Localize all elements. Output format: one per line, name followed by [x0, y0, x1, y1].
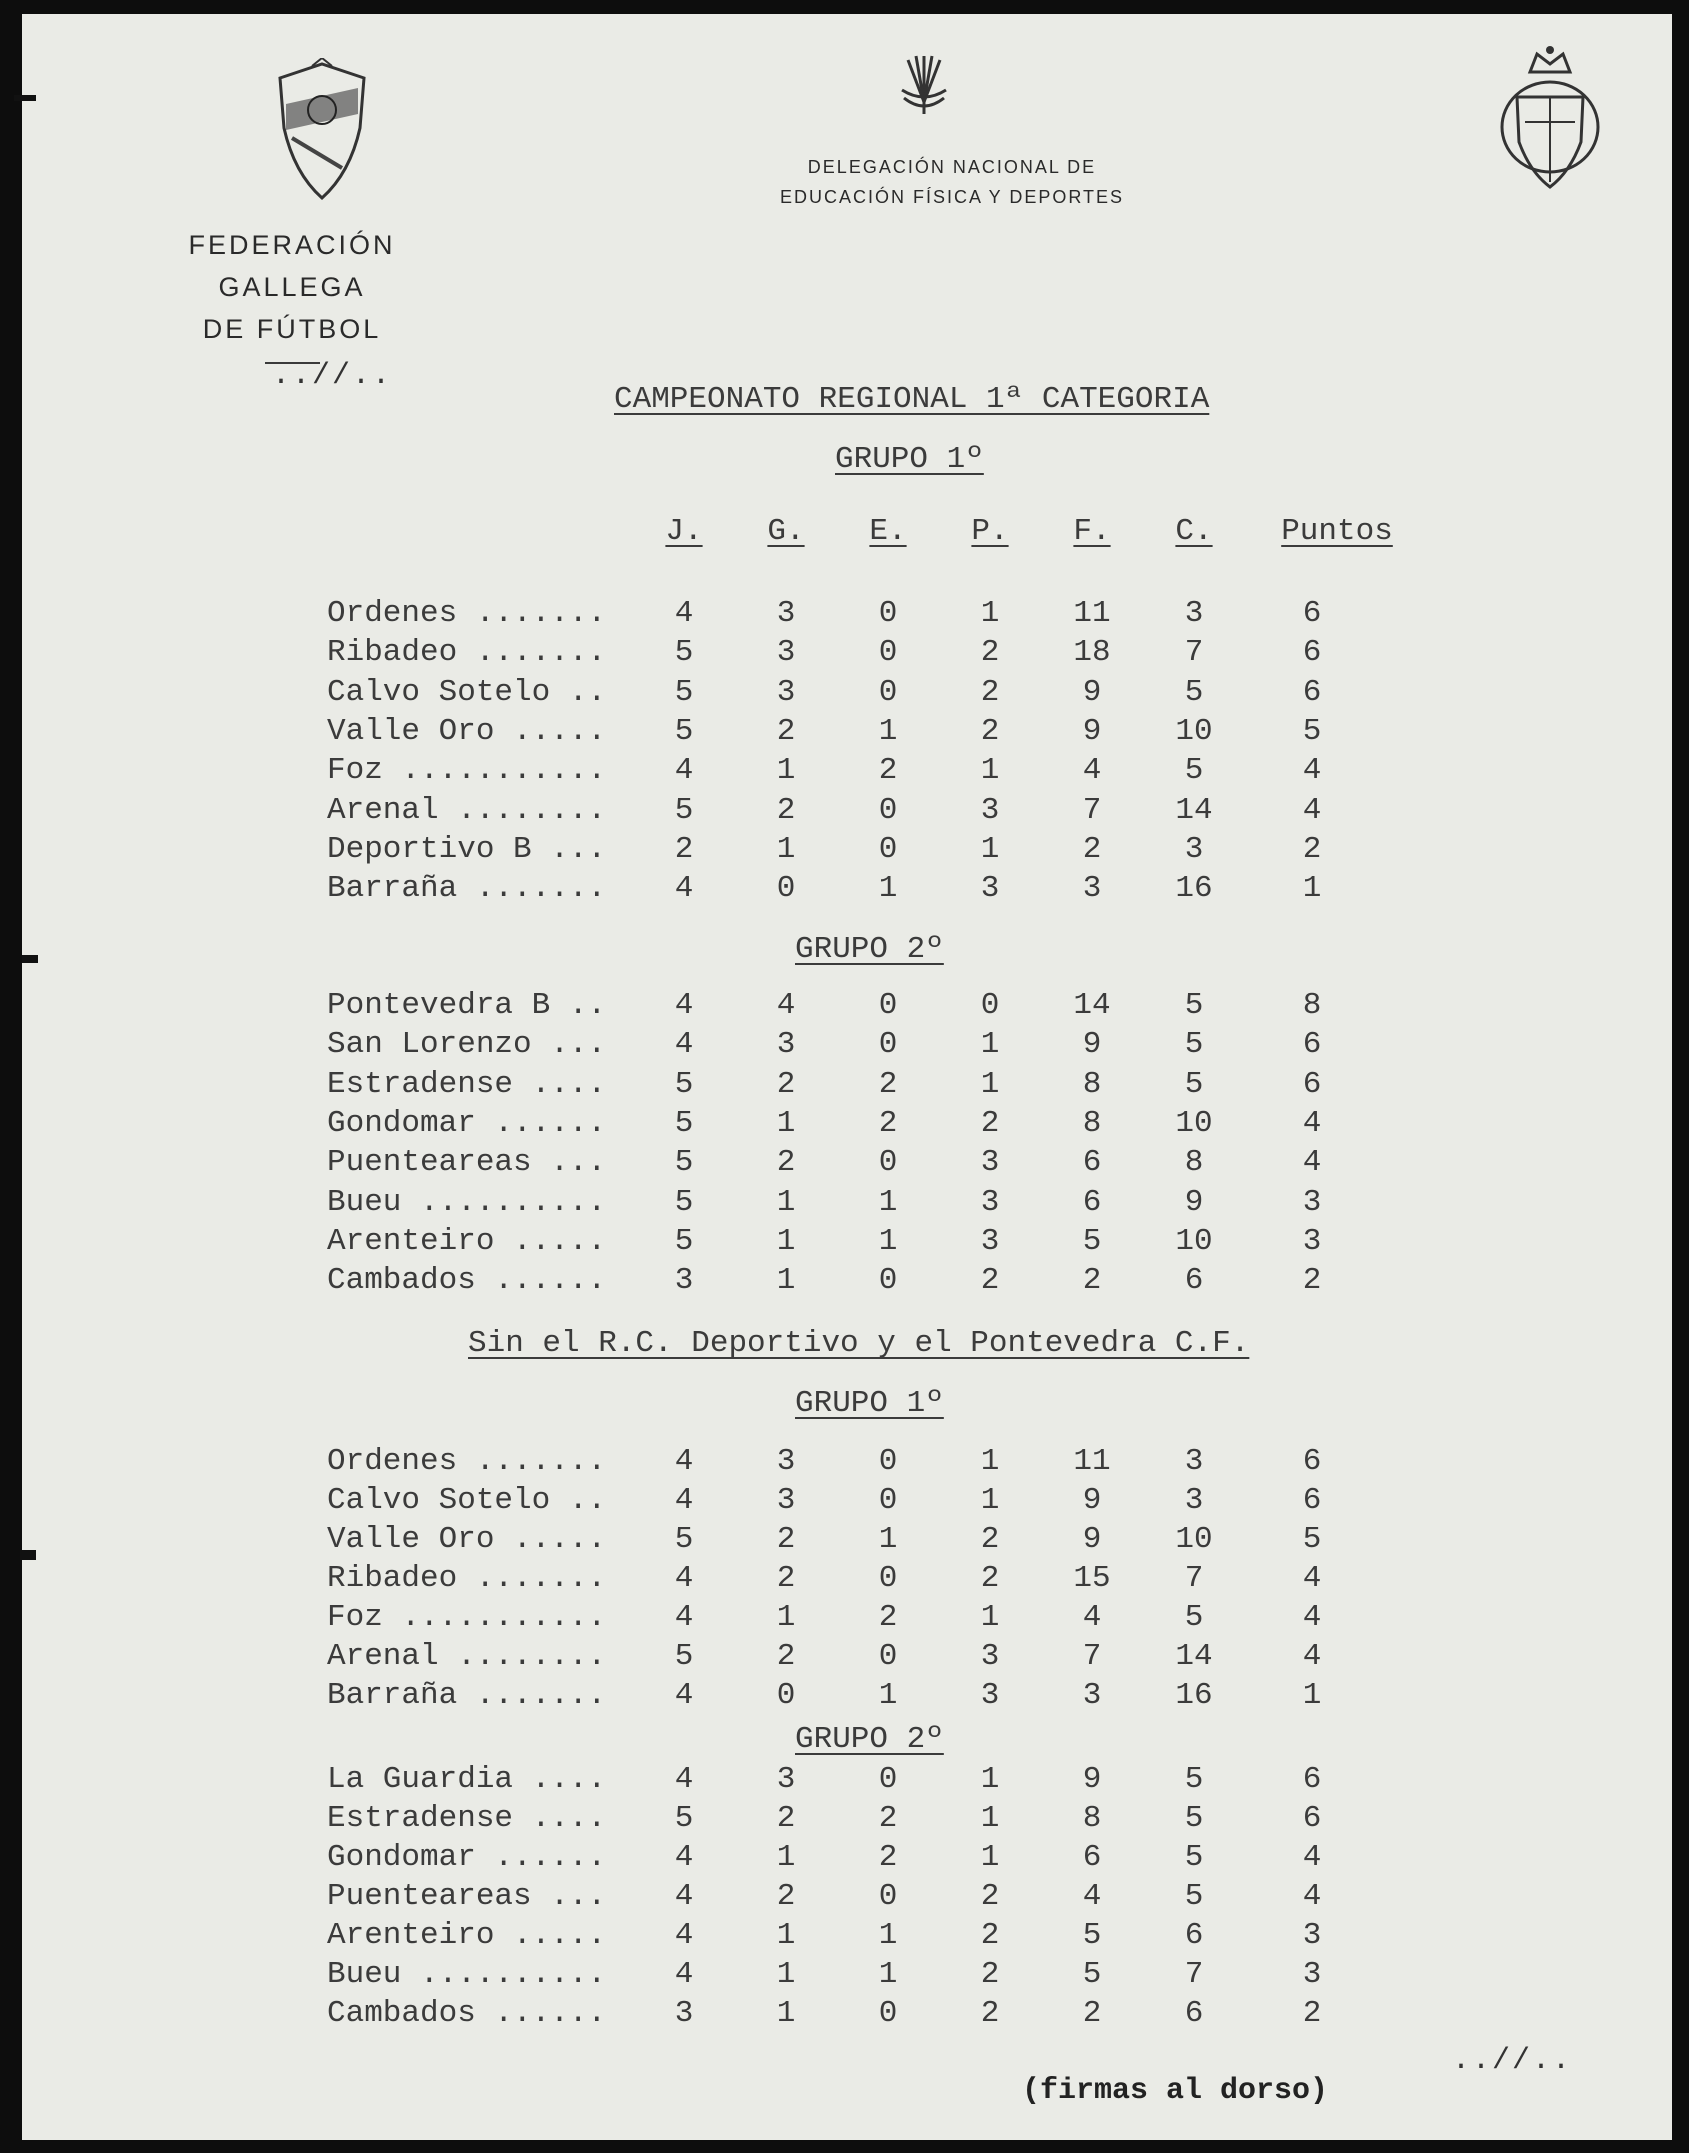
stat-cell: 1 [980, 1600, 1000, 1635]
stat-cell: 2 [878, 1066, 898, 1102]
federation-name-line2: DE FÚTBOL [202, 314, 382, 344]
stat-cell: 6 [1302, 635, 1322, 671]
stat-cell: 7 [1082, 792, 1102, 828]
team-name: Pontevedra B .. [327, 988, 607, 1023]
stat-cell: 5 [674, 1105, 694, 1141]
column-header-puntos: Puntos [1281, 514, 1393, 549]
table-row [22, 1263, 1672, 1301]
column-header-f: F. [1073, 514, 1111, 549]
stat-cell: 5 [1184, 674, 1204, 710]
stat-cell: 3 [776, 596, 796, 631]
stat-cell: 1 [878, 1678, 898, 1713]
team-name: Ribadeo ....... [327, 635, 607, 671]
stat-cell: 4 [674, 753, 694, 789]
stat-cell: 1 [776, 753, 796, 789]
stat-cell: 4 [1302, 1840, 1322, 1875]
stat-cell: 5 [1302, 713, 1322, 749]
table-row [22, 635, 1672, 673]
binding-mark [20, 1550, 36, 1560]
table-row [22, 1678, 1672, 1716]
stat-cell: 2 [878, 1105, 898, 1141]
column-header-p: P. [971, 514, 1009, 549]
stat-cell: 18 [1073, 635, 1111, 671]
table-row [22, 832, 1672, 870]
team-name: Barraña ....... [327, 871, 607, 907]
stat-cell: 1 [878, 871, 898, 907]
stat-cell: 3 [980, 1223, 1000, 1259]
stat-cell: 1 [776, 1957, 796, 1992]
stat-cell: 0 [878, 674, 898, 710]
stat-cell: 2 [674, 831, 694, 867]
stat-cell: 6 [1302, 1762, 1322, 1797]
stat-cell: 7 [1184, 635, 1204, 671]
stat-cell: 4 [1302, 792, 1322, 828]
stat-cell: 4 [674, 1678, 694, 1713]
stat-cell: 6 [1302, 596, 1322, 631]
column-header-g: G. [767, 514, 805, 549]
stat-cell: 0 [878, 1027, 898, 1063]
stat-cell: 4 [674, 1444, 694, 1479]
stat-cell: 9 [1082, 1483, 1102, 1518]
stat-cell: 4 [1082, 1879, 1102, 1914]
stat-cell: 6 [1082, 1145, 1102, 1181]
stat-cell: 4 [1302, 1561, 1322, 1596]
stat-cell: 5 [1184, 1879, 1204, 1914]
stat-cell: 1 [776, 831, 796, 867]
page-reference-top: ..//.. [272, 359, 393, 393]
stat-cell: 9 [1184, 1184, 1204, 1220]
stat-cell: 3 [1184, 596, 1204, 631]
table-row [22, 1996, 1672, 2034]
table-row [22, 1185, 1672, 1223]
stat-cell: 2 [878, 753, 898, 789]
stat-cell: 10 [1175, 713, 1213, 749]
stat-cell: 6 [1184, 1918, 1204, 1953]
table-row [22, 1106, 1672, 1144]
team-name: Ribadeo ....... [327, 1561, 607, 1596]
federation-shield-logo [272, 58, 372, 208]
stat-cell: 2 [980, 1561, 1000, 1596]
stat-cell: 2 [980, 1522, 1000, 1557]
document-title: CAMPEONATO REGIONAL 1ª CATEGORIA [614, 382, 1210, 417]
stat-cell: 2 [878, 1840, 898, 1875]
table-row [22, 1027, 1672, 1065]
stat-cell: 0 [878, 1639, 898, 1674]
federation-name-line1: FEDERACIÓN GALLEGA [188, 230, 396, 302]
stat-cell: 1 [776, 1105, 796, 1141]
stat-cell: 1 [980, 1066, 1000, 1102]
stat-cell: 8 [1082, 1801, 1102, 1836]
stat-cell: 6 [1302, 1483, 1322, 1518]
stat-cell: 5 [674, 1801, 694, 1836]
stat-cell: 1 [776, 1223, 796, 1259]
stat-cell: 3 [1302, 1957, 1322, 1992]
team-name: Arenteiro ..... [327, 1918, 607, 1953]
stat-cell: 6 [1302, 1801, 1322, 1836]
table-row [22, 1145, 1672, 1183]
stat-cell: 4 [674, 596, 694, 631]
stat-cell: 5 [674, 1639, 694, 1674]
table-row [22, 1639, 1672, 1677]
stat-cell: 3 [980, 1145, 1000, 1181]
stat-cell: 2 [878, 1801, 898, 1836]
stat-cell: 2 [980, 1996, 1000, 2031]
stat-cell: 4 [1082, 753, 1102, 789]
stat-cell: 4 [1082, 1600, 1102, 1635]
stat-cell: 0 [878, 1762, 898, 1797]
stat-cell: 5 [674, 1066, 694, 1102]
stat-cell: 2 [1082, 1996, 1102, 2031]
column-header-e: E. [869, 514, 907, 549]
stat-cell: 1 [980, 753, 1000, 789]
team-name: Calvo Sotelo .. [327, 1483, 607, 1518]
team-name: Ordenes ....... [327, 596, 607, 631]
stat-cell: 6 [1184, 1263, 1204, 1299]
stat-cell: 4 [1302, 753, 1322, 789]
stat-cell: 3 [1082, 1678, 1102, 1713]
team-name: San Lorenzo ... [327, 1027, 607, 1063]
stat-cell: 4 [674, 1600, 694, 1635]
stat-cell: 2 [1082, 831, 1102, 867]
section1-group2-title: GRUPO 2º [795, 932, 944, 967]
stat-cell: 4 [1302, 1105, 1322, 1141]
team-name: Puenteareas ... [327, 1145, 607, 1181]
stat-cell: 2 [878, 1600, 898, 1635]
stat-cell: 5 [674, 713, 694, 749]
stat-cell: 5 [1082, 1223, 1102, 1259]
section1-group1-title: GRUPO 1º [835, 442, 984, 477]
stat-cell: 0 [776, 871, 796, 907]
stat-cell: 0 [878, 1996, 898, 2031]
stat-cell: 8 [1082, 1105, 1102, 1141]
stat-cell: 2 [1302, 1996, 1322, 2031]
stat-cell: 16 [1175, 1678, 1213, 1713]
stat-cell: 3 [1302, 1184, 1322, 1220]
team-name: Foz ........... [327, 753, 607, 789]
stat-cell: 4 [1302, 1145, 1322, 1181]
team-name: Puenteareas ... [327, 1879, 607, 1914]
column-header-c: C. [1175, 514, 1213, 549]
stat-cell: 4 [674, 1027, 694, 1063]
stat-cell: 14 [1073, 988, 1111, 1023]
stat-cell: 2 [980, 1105, 1000, 1141]
delegation-name-line1: DELEGACIÓN NACIONAL DE [807, 157, 1097, 177]
stat-cell: 1 [1302, 1678, 1322, 1713]
stat-cell: 4 [1302, 1600, 1322, 1635]
stat-cell: 2 [776, 1066, 796, 1102]
stat-cell: 0 [776, 1678, 796, 1713]
stat-cell: 6 [1082, 1184, 1102, 1220]
stat-cell: 9 [1082, 1522, 1102, 1557]
stat-cell: 0 [878, 1483, 898, 1518]
stat-cell: 5 [674, 1184, 694, 1220]
stat-cell: 1 [878, 1223, 898, 1259]
stat-cell: 2 [980, 674, 1000, 710]
stat-cell: 1 [776, 1996, 796, 2031]
stat-cell: 4 [674, 1561, 694, 1596]
stat-cell: 10 [1175, 1522, 1213, 1557]
stat-cell: 16 [1175, 871, 1213, 907]
stat-cell: 2 [980, 635, 1000, 671]
stat-cell: 2 [980, 1879, 1000, 1914]
stat-cell: 4 [1302, 1639, 1322, 1674]
stat-cell: 1 [776, 1600, 796, 1635]
stat-cell: 3 [776, 1762, 796, 1797]
stat-cell: 9 [1082, 1027, 1102, 1063]
table-row [22, 1600, 1672, 1638]
stat-cell: 5 [674, 1145, 694, 1181]
stat-cell: 8 [1302, 988, 1322, 1023]
table-row [22, 753, 1672, 791]
stat-cell: 4 [674, 1918, 694, 1953]
stat-cell: 4 [674, 1840, 694, 1875]
stat-cell: 2 [776, 713, 796, 749]
team-name: Foz ........... [327, 1600, 607, 1635]
table-row [22, 596, 1672, 634]
stat-cell: 3 [776, 1027, 796, 1063]
stat-cell: 11 [1073, 596, 1111, 631]
stat-cell: 1 [776, 1840, 796, 1875]
team-name: Cambados ...... [327, 1996, 607, 2031]
stat-cell: 1 [980, 1444, 1000, 1479]
stat-cell: 5 [1184, 1066, 1204, 1102]
stat-cell: 6 [1184, 1996, 1204, 2031]
stat-cell: 1 [980, 1762, 1000, 1797]
stat-cell: 10 [1175, 1105, 1213, 1141]
stat-cell: 3 [1184, 1444, 1204, 1479]
team-name: Ordenes ....... [327, 1444, 607, 1479]
column-header-j: J. [665, 514, 703, 549]
team-name: Valle Oro ..... [327, 1522, 607, 1557]
stat-cell: 14 [1175, 792, 1213, 828]
stat-cell: 4 [674, 1879, 694, 1914]
table-row [22, 1762, 1672, 1800]
delegation-emblem-icon [894, 52, 954, 132]
stat-cell: 3 [980, 1639, 1000, 1674]
stat-cell: 3 [776, 1444, 796, 1479]
stat-cell: 5 [1082, 1918, 1102, 1953]
stat-cell: 4 [674, 1762, 694, 1797]
stat-cell: 4 [776, 988, 796, 1023]
stat-cell: 5 [1184, 988, 1204, 1023]
team-name: Deportivo B ... [327, 831, 607, 867]
table-row [22, 1918, 1672, 1956]
stat-cell: 0 [878, 635, 898, 671]
stat-cell: 1 [980, 831, 1000, 867]
table-row [22, 988, 1672, 1026]
stat-cell: 2 [980, 1263, 1000, 1299]
stat-cell: 1 [980, 1027, 1000, 1063]
stat-cell: 7 [1184, 1561, 1204, 1596]
table-row [22, 1522, 1672, 1560]
table-row [22, 1957, 1672, 1995]
stat-cell: 3 [1302, 1918, 1322, 1953]
stat-cell: 0 [878, 1444, 898, 1479]
delegation-name-line2: EDUCACIÓN FÍSICA Y DEPORTES [779, 187, 1125, 207]
stat-cell: 9 [1082, 713, 1102, 749]
team-name: Bueu .......... [327, 1957, 607, 1992]
stat-cell: 4 [1302, 1879, 1322, 1914]
stat-cell: 0 [878, 596, 898, 631]
stat-cell: 2 [1302, 831, 1322, 867]
stat-cell: 2 [1302, 1263, 1322, 1299]
stat-cell: 3 [776, 1483, 796, 1518]
stat-cell: 5 [1184, 753, 1204, 789]
table-row [22, 1483, 1672, 1521]
stat-cell: 3 [980, 1184, 1000, 1220]
stat-cell: 0 [878, 1879, 898, 1914]
team-name: Arenal ........ [327, 792, 607, 828]
stat-cell: 2 [980, 713, 1000, 749]
stat-cell: 3 [1302, 1223, 1322, 1259]
stat-cell: 4 [674, 1483, 694, 1518]
stat-cell: 6 [1302, 674, 1322, 710]
team-name: Arenal ........ [327, 1639, 607, 1674]
table-row [22, 793, 1672, 831]
stat-cell: 2 [980, 1918, 1000, 1953]
stat-cell: 6 [1082, 1840, 1102, 1875]
table-row [22, 1801, 1672, 1839]
delegation-header [722, 152, 1182, 212]
stat-cell: 11 [1073, 1444, 1111, 1479]
stat-cell: 14 [1175, 1639, 1213, 1674]
stat-cell: 1 [776, 1918, 796, 1953]
table-row [22, 1444, 1672, 1482]
stat-cell: 9 [1082, 1762, 1102, 1797]
stat-cell: 3 [776, 635, 796, 671]
table-row [22, 1840, 1672, 1878]
team-name: Estradense .... [327, 1066, 607, 1102]
team-name: Gondomar ...... [327, 1840, 607, 1875]
team-name: Arenteiro ..... [327, 1223, 607, 1259]
stat-cell: 1 [980, 596, 1000, 631]
table-row [22, 1561, 1672, 1599]
federation-header [122, 224, 462, 364]
stat-cell: 0 [878, 988, 898, 1023]
table-row [22, 675, 1672, 713]
stat-cell: 6 [1302, 1066, 1322, 1102]
stat-cell: 3 [1184, 831, 1204, 867]
stat-cell: 3 [674, 1996, 694, 2031]
team-name: Cambados ...... [327, 1263, 607, 1299]
stat-cell: 10 [1175, 1223, 1213, 1259]
stat-cell: 3 [776, 674, 796, 710]
signatures-note: (firmas al dorso) [1022, 2074, 1329, 2108]
team-name: Barraña ....... [327, 1678, 607, 1713]
stat-cell: 5 [674, 674, 694, 710]
binding-mark [14, 95, 36, 101]
stat-cell: 5 [1184, 1600, 1204, 1635]
stat-cell: 6 [1302, 1444, 1322, 1479]
stat-cell: 2 [980, 1957, 1000, 1992]
team-name: Calvo Sotelo .. [327, 674, 607, 710]
stat-cell: 5 [1184, 1027, 1204, 1063]
rfef-crown-shield-logo [1495, 42, 1605, 202]
stat-cell: 1 [878, 1184, 898, 1220]
stat-cell: 6 [1302, 1027, 1322, 1063]
stat-cell: 1 [878, 1522, 898, 1557]
stat-cell: 5 [1184, 1840, 1204, 1875]
stat-cell: 5 [674, 792, 694, 828]
stat-cell: 3 [1082, 871, 1102, 907]
table-row [22, 871, 1672, 909]
stat-cell: 2 [776, 1561, 796, 1596]
stat-cell: 5 [1302, 1522, 1322, 1557]
stat-cell: 3 [980, 871, 1000, 907]
stat-cell: 1 [878, 1957, 898, 1992]
stat-cell: 0 [878, 1561, 898, 1596]
table-row [22, 1224, 1672, 1262]
team-name: Valle Oro ..... [327, 713, 607, 749]
stat-cell: 9 [1082, 674, 1102, 710]
stat-cell: 5 [674, 1522, 694, 1557]
team-name: Gondomar ...... [327, 1105, 607, 1141]
stat-cell: 0 [878, 1145, 898, 1181]
stat-cell: 8 [1184, 1145, 1204, 1181]
section2-group1-title: GRUPO 1º [795, 1386, 944, 1421]
team-name: Bueu .......... [327, 1184, 607, 1220]
stat-cell: 7 [1184, 1957, 1204, 1992]
stat-cell: 3 [980, 1678, 1000, 1713]
stat-cell: 3 [1184, 1483, 1204, 1518]
stat-cell: 3 [674, 1263, 694, 1299]
section2-subtitle: Sin el R.C. Deportivo y el Pontevedra C.F. [468, 1326, 1250, 1361]
stat-cell: 0 [980, 988, 1000, 1023]
table-row [22, 1879, 1672, 1917]
stat-cell: 2 [776, 1801, 796, 1836]
stat-cell: 1 [1302, 871, 1322, 907]
team-name: La Guardia .... [327, 1762, 607, 1797]
stat-cell: 2 [776, 1639, 796, 1674]
stat-cell: 2 [776, 1522, 796, 1557]
stat-cell: 15 [1073, 1561, 1111, 1596]
stat-cell: 1 [878, 713, 898, 749]
document-page [22, 14, 1672, 2140]
stat-cell: 8 [1082, 1066, 1102, 1102]
stat-cell: 1 [776, 1184, 796, 1220]
table-row [22, 1067, 1672, 1105]
table-row [22, 714, 1672, 752]
stat-cell: 5 [1184, 1801, 1204, 1836]
stat-cell: 1 [776, 1263, 796, 1299]
stat-cell: 5 [674, 635, 694, 671]
stat-cell: 1 [980, 1483, 1000, 1518]
binding-mark [22, 955, 38, 963]
stat-cell: 1 [980, 1801, 1000, 1836]
stat-cell: 5 [1082, 1957, 1102, 1992]
stat-cell: 2 [776, 1145, 796, 1181]
team-name: Estradense .... [327, 1801, 607, 1836]
stat-cell: 4 [674, 871, 694, 907]
section2-group2-title: GRUPO 2º [795, 1722, 944, 1757]
page-reference-bottom: ..//.. [1452, 2044, 1573, 2078]
stat-cell: 2 [776, 792, 796, 828]
stat-cell: 0 [878, 792, 898, 828]
stat-cell: 1 [878, 1918, 898, 1953]
stat-cell: 2 [1082, 1263, 1102, 1299]
stat-cell: 5 [1184, 1762, 1204, 1797]
stat-cell: 0 [878, 1263, 898, 1299]
stat-cell: 4 [674, 988, 694, 1023]
stat-cell: 3 [980, 792, 1000, 828]
stat-cell: 0 [878, 831, 898, 867]
stat-cell: 5 [674, 1223, 694, 1259]
stat-cell: 7 [1082, 1639, 1102, 1674]
stat-cell: 4 [674, 1957, 694, 1992]
stat-cell: 1 [980, 1840, 1000, 1875]
stat-cell: 2 [776, 1879, 796, 1914]
